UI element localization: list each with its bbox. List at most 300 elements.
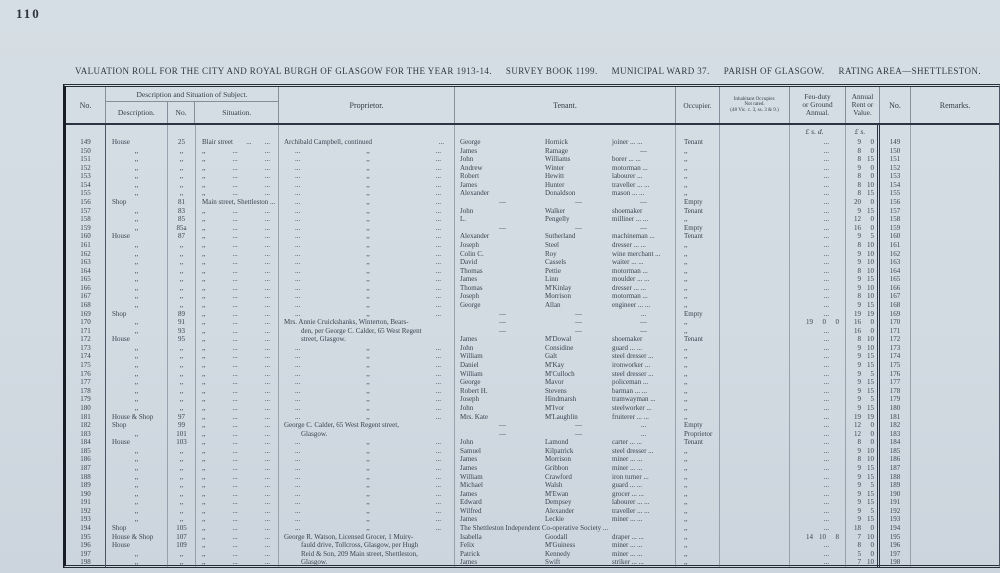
situation-text: ... (232, 421, 238, 430)
tenant-first-name: Alexander (460, 189, 490, 198)
situation-text: ,, (202, 343, 206, 352)
occupier-cell: ,, (676, 189, 720, 198)
situation-text: ... (264, 481, 270, 490)
street-number-cell: ,, (168, 395, 196, 404)
remarks-cell (911, 550, 997, 559)
rent-value: 15 (867, 498, 874, 507)
row-number: 167 (66, 292, 106, 301)
proprietor-text: Mrs. Annie Cruickshanks, Winterton, Bears- (284, 318, 409, 327)
situation-text: ... (264, 549, 270, 558)
situation-text: ,, (202, 455, 206, 464)
row-number-right: 168 (880, 301, 911, 310)
situation-text: ,, (202, 292, 206, 301)
tenant-cell (455, 155, 676, 164)
situation-cell (196, 421, 279, 430)
situation-text: ... (232, 489, 238, 498)
situation-cell (196, 550, 279, 559)
proprietor-text: ,, (366, 455, 370, 464)
column-group-description-situation (106, 87, 279, 123)
situation-cell (196, 284, 279, 293)
description-cell: ,, (106, 275, 168, 284)
proprietor-cell (279, 147, 455, 156)
rent-value: 8 (857, 292, 861, 301)
tenant-cell (455, 267, 676, 276)
situation-text: ... (232, 172, 238, 181)
remarks-cell (911, 447, 997, 456)
row-number-right: 167 (880, 292, 911, 301)
proprietor-text: ... (295, 386, 301, 395)
tenant-occupation: joiner ... ... (612, 138, 643, 146)
rent-value: 8 (857, 180, 861, 189)
occupier-cell: Tenant (676, 335, 720, 344)
proprietor-text: ... (295, 403, 301, 412)
inhabitant-occupier-cell (720, 352, 790, 361)
title-segment: VALUATION ROLL FOR THE CITY AND ROYAL BURGH OF GLASGOW FOR THE YEAR 1913-14. (75, 66, 492, 76)
inhabitant-occupier-cell (720, 318, 790, 327)
tenant-surname: Mavor (545, 378, 564, 387)
proprietor-text: ... (295, 361, 301, 370)
rent-value: 9 (857, 249, 861, 258)
table-row (66, 421, 999, 430)
proprietor-cell (279, 464, 455, 473)
street-number-cell: 93 (168, 327, 196, 336)
description-cell: ,, (106, 318, 168, 327)
proprietor-text: ,, (366, 506, 370, 515)
street-number-cell: ,, (168, 490, 196, 499)
description-cell: Shop (106, 198, 168, 207)
proprietor-text: ,, (366, 438, 370, 447)
proprietor-text: ,, (366, 352, 370, 361)
situation-cell (196, 344, 279, 353)
inhabitant-occupier-cell (720, 224, 790, 233)
description-cell: ,, (106, 550, 168, 559)
tenant-surname: Allan (545, 300, 561, 309)
rent-value: 9 (857, 378, 861, 387)
feu-duty-value: ... (823, 361, 829, 370)
description-cell: House (106, 541, 168, 550)
table-row (66, 224, 999, 233)
situation-text: ... (264, 155, 270, 164)
tenant-first-name: James (460, 558, 478, 567)
rent-value: 9 (857, 472, 861, 481)
proprietor-text: ... (435, 275, 441, 284)
tenant-surname: Morrison (545, 455, 572, 464)
row-number-right: 195 (880, 533, 911, 542)
proprietor-text: ,, (366, 481, 370, 490)
proprietor-text: street, Glasgow. (301, 335, 346, 344)
row-number-right: 177 (880, 378, 911, 387)
tenant-occupation: labourer ... ... (612, 498, 650, 507)
tenant-cell (455, 292, 676, 301)
rent-value: 0 (870, 318, 874, 327)
inhabitant-occupier-cell (720, 147, 790, 156)
situation-text: ,, (202, 180, 206, 189)
table-row (66, 284, 999, 293)
rent-value: 8 (857, 541, 861, 550)
situation-text: ... (232, 318, 238, 327)
occupier-cell: ,, (676, 507, 720, 516)
rent-cell (846, 327, 880, 336)
proprietor-text: ,, (366, 524, 370, 533)
proprietor-text: ... (435, 146, 441, 155)
money-units-row (66, 125, 999, 138)
tenant-cell (455, 344, 676, 353)
description-cell: House (106, 335, 168, 344)
proprietor-text: ,, (366, 378, 370, 387)
tenant-first-name: Robert H. (460, 386, 488, 395)
tenant-first-name: Joseph (460, 395, 480, 404)
rent-value: 8 (857, 240, 861, 249)
remarks-cell (911, 490, 997, 499)
rent-value: 0 (870, 429, 874, 438)
table-row (66, 515, 999, 524)
situation-text: ... (264, 369, 270, 378)
feu-duty-cell (790, 352, 846, 361)
situation-text: ... (232, 240, 238, 249)
feu-duty-cell (790, 507, 846, 516)
tenant-surname: — (575, 198, 582, 207)
table-row (66, 352, 999, 361)
rent-value: 15 (867, 515, 874, 524)
rent-value: 16 (854, 326, 861, 335)
remarks-cell (911, 258, 997, 267)
proprietor-text: ,, (366, 223, 370, 232)
situation-text: ... (264, 515, 270, 524)
situation-cell (196, 232, 279, 241)
feu-duty-cell (790, 335, 846, 344)
street-number-cell: 85a (168, 224, 196, 233)
description-cell: ,, (106, 181, 168, 190)
proprietor-text: ,, (366, 240, 370, 249)
situation-text: ... (232, 258, 238, 267)
table-row (66, 550, 999, 559)
remarks-cell (911, 524, 997, 533)
tenant-first-name: David (460, 258, 478, 267)
tenant-occupation: mason ... ... (612, 189, 645, 198)
feu-duty-cell (790, 404, 846, 413)
remarks-cell (911, 335, 997, 344)
inhabitant-occupier-cell (720, 490, 790, 499)
situation-text: ,, (202, 215, 206, 224)
proprietor-cell (279, 275, 455, 284)
inhabitant-occupier-cell (720, 447, 790, 456)
tenant-cell (455, 524, 676, 533)
rent-cell (846, 198, 880, 207)
spacer-cell (676, 125, 720, 138)
situation-text: ... (232, 549, 238, 558)
situation-cell (196, 215, 279, 224)
table-row (66, 275, 999, 284)
rent-value: 9 (857, 506, 861, 515)
tenant-cell (455, 395, 676, 404)
occupier-cell: ,, (676, 515, 720, 524)
street-number-cell: 87 (168, 232, 196, 241)
tenant-surname: Dempsey (545, 498, 572, 507)
row-number: 179 (66, 395, 106, 404)
rent-value: 10 (867, 455, 874, 464)
row-number-right: 154 (880, 181, 911, 190)
tenant-surname: — (575, 326, 582, 335)
table-row (66, 541, 999, 550)
row-number-right: 150 (880, 147, 911, 156)
tenant-surname: M'Ewan (545, 489, 569, 498)
column-header-remarks: Remarks. (939, 100, 971, 110)
rent-cell (846, 498, 880, 507)
proprietor-text: ... (295, 155, 301, 164)
table-row (66, 378, 999, 387)
situation-text: ... (264, 240, 270, 249)
remarks-cell (911, 138, 997, 147)
tenant-cell (455, 404, 676, 413)
description-cell: ,, (106, 473, 168, 482)
tenant-first-name: Isabella (460, 532, 482, 541)
column-header-no: No. (66, 87, 106, 123)
rent-cell (846, 533, 880, 542)
rent-value: 10 (867, 335, 874, 344)
feu-duty-value: ... (823, 481, 829, 490)
tenant-occupation: dresser ... ... (612, 283, 646, 292)
remarks-cell (911, 361, 997, 370)
situation-text: ... (264, 541, 270, 550)
proprietor-text: ... (435, 472, 441, 481)
proprietor-text: fauld drive, Tollcross, Glasgow, per Hugh (301, 541, 419, 550)
tenant-occupation: barman ... ... (612, 386, 647, 395)
description-cell: House & Shop (106, 533, 168, 542)
feu-duty-cell (790, 164, 846, 173)
feu-duty-cell (790, 224, 846, 233)
row-number-right: 194 (880, 524, 911, 533)
tenant-cell (455, 241, 676, 250)
situation-text: ,, (202, 206, 206, 215)
occupier-cell: ,, (676, 395, 720, 404)
situation-cell (196, 455, 279, 464)
situation-text: ,, (202, 541, 206, 550)
row-number-right: 174 (880, 352, 911, 361)
rent-cell (846, 447, 880, 456)
feu-duty-value: ... (823, 180, 829, 189)
situation-cell (196, 258, 279, 267)
situation-text: ... (264, 249, 270, 258)
feu-duty-cell (790, 284, 846, 293)
proprietor-text: ... (435, 215, 441, 224)
rent-value: 9 (857, 206, 861, 215)
feu-duty-value: ... (823, 386, 829, 395)
page-title (60, 66, 996, 76)
table-row (66, 533, 999, 542)
feu-duty-value: ... (823, 335, 829, 344)
spacer-cell (880, 125, 911, 138)
street-number-cell: ,, (168, 550, 196, 559)
proprietor-text: Reid & Son, 209 Main street, Shettleston, (301, 549, 418, 558)
situation-cell (196, 430, 279, 439)
situation-text: ... (264, 361, 270, 370)
tenant-cell (455, 275, 676, 284)
proprietor-text: ... (295, 249, 301, 258)
proprietor-cell (279, 413, 455, 422)
proprietor-text: ... (295, 412, 301, 421)
description-cell: ,, (106, 507, 168, 516)
row-number-right: 197 (880, 550, 911, 559)
row-number-right: 176 (880, 370, 911, 379)
rent-cell (846, 301, 880, 310)
tenant-occupation: policeman ... (612, 378, 649, 387)
tenant-first-name: Felix (460, 541, 475, 550)
situation-text: ... (232, 498, 238, 507)
row-number-right: 188 (880, 473, 911, 482)
row-number: 185 (66, 447, 106, 456)
table-row (66, 558, 999, 567)
table-row (66, 292, 999, 301)
remarks-cell (911, 352, 997, 361)
tenant-occupation: shoemaker (612, 335, 643, 344)
occupier-cell: ,, (676, 267, 720, 276)
description-cell: ,, (106, 378, 168, 387)
feu-duty-value: ... (823, 258, 829, 267)
remarks-cell (911, 215, 997, 224)
rent-value: 9 (857, 403, 861, 412)
occupier-cell: ,, (676, 301, 720, 310)
row-number: 193 (66, 515, 106, 524)
row-number-right: 193 (880, 515, 911, 524)
column-header-proprietor: Proprietor. (279, 87, 455, 123)
inhabitant-occupier-cell (720, 370, 790, 379)
inhabitant-occupier-cell (720, 361, 790, 370)
proprietor-text: ,, (366, 361, 370, 370)
row-number: 175 (66, 361, 106, 370)
situation-text: ,, (202, 146, 206, 155)
rent-value: 5 (870, 506, 874, 515)
situation-text: ... (232, 266, 238, 275)
column-header-annual-rent (846, 87, 880, 123)
row-number: 182 (66, 421, 106, 430)
tenant-surname: Donaldson (545, 189, 576, 198)
proprietor-text: ,, (366, 489, 370, 498)
situation-cell (196, 404, 279, 413)
row-number: 188 (66, 473, 106, 482)
tenant-first-name: — (499, 326, 506, 335)
proprietor-text: ... (295, 438, 301, 447)
situation-cell (196, 189, 279, 198)
proprietor-text: ... (435, 258, 441, 267)
tenant-occupation: shoemaker (612, 206, 643, 215)
proprietor-text: ... (295, 172, 301, 181)
tenant-first-name: James (460, 455, 478, 464)
valuation-roll-table (63, 84, 1000, 568)
tenant-surname: Kennedy (545, 549, 571, 558)
proprietor-cell (279, 138, 455, 147)
proprietor-text: ... (295, 180, 301, 189)
tenant-occupation: — (640, 223, 647, 232)
proprietor-text: ,, (366, 498, 370, 507)
description-cell: ,, (106, 224, 168, 233)
feu-duty-value: ... (823, 223, 829, 232)
street-number-cell: ,, (168, 241, 196, 250)
feu-duty-value: 10 (819, 532, 826, 541)
row-number-right: 158 (880, 215, 911, 224)
proprietor-text: Glasgow. (301, 429, 328, 438)
tenant-surname: M'Culloch (545, 369, 575, 378)
tenant-surname: Gribbon (545, 463, 569, 472)
tenant-first-name: L. (460, 215, 467, 224)
situation-text: ... (264, 421, 270, 430)
tenant-occupation: engineer ... ... (612, 300, 651, 309)
row-number: 181 (66, 413, 106, 422)
street-number-cell: ,, (168, 301, 196, 310)
occupier-cell: ,, (676, 327, 720, 336)
rent-value: 15 (867, 386, 874, 395)
inhabitant-occupier-cell (720, 421, 790, 430)
occupier-cell: ,, (676, 241, 720, 250)
rent-value: 18 (854, 524, 861, 533)
situation-text: ... (232, 369, 238, 378)
rent-value: 19 (867, 412, 874, 421)
column-header-tenant: Tenant. (455, 87, 676, 123)
occupier-cell: ,, (676, 284, 720, 293)
proprietor-cell (279, 352, 455, 361)
rent-value: 5 (857, 549, 861, 558)
rent-value: 8 (857, 335, 861, 344)
tenant-cell (455, 550, 676, 559)
occupier-cell: ,, (676, 292, 720, 301)
occupier-cell: ,, (676, 344, 720, 353)
proprietor-text: ,, (366, 180, 370, 189)
row-number: 169 (66, 310, 106, 319)
street-number-cell: 85 (168, 215, 196, 224)
situation-cell (196, 498, 279, 507)
proprietor-text: ... (435, 343, 441, 352)
proprietor-text: ,, (366, 258, 370, 267)
inhabitant-occupier-cell (720, 215, 790, 224)
row-number-right: 151 (880, 155, 911, 164)
situation-text: ... (232, 412, 238, 421)
table-row (66, 198, 999, 207)
situation-text: ,, (202, 352, 206, 361)
occupier-cell: ,, (676, 524, 720, 533)
description-cell: ,, (106, 250, 168, 259)
occupier-cell: ,, (676, 250, 720, 259)
tenant-first-name: Samuel (460, 446, 481, 455)
situation-text: ,, (202, 558, 206, 567)
proprietor-text: ,, (366, 369, 370, 378)
tenant-occupation: traveller ... ... (612, 506, 650, 515)
row-number-right: 185 (880, 447, 911, 456)
situation-cell (196, 533, 279, 542)
situation-text: ,, (202, 421, 206, 430)
row-number-right: 166 (880, 284, 911, 293)
feu-duty-cell (790, 198, 846, 207)
remarks-cell (911, 318, 997, 327)
street-number-cell: ,, (168, 558, 196, 567)
rent-cell (846, 181, 880, 190)
tenant-first-name: George (460, 378, 481, 387)
rent-value: 10 (867, 180, 874, 189)
proprietor-text: George C. Calder, 65 West Regent street, (284, 421, 399, 430)
proprietor-text: ... (435, 481, 441, 490)
occupier-cell: Tenant (676, 138, 720, 147)
tenant-first-name: John (460, 343, 474, 352)
rent-value: 9 (857, 481, 861, 490)
tenant-surname: Hewitt (545, 172, 565, 181)
tenant-occupation: carter ... ... (612, 438, 642, 447)
feu-duty-cell (790, 172, 846, 181)
description-cell: ,, (106, 207, 168, 216)
inhabitant-occupier-cell (720, 164, 790, 173)
tenant-cell (455, 207, 676, 216)
spacer-cell (196, 125, 279, 138)
situation-text: ... (264, 352, 270, 361)
rent-value: 8 (857, 155, 861, 164)
inhabitant-header-line: Inhabitant Occupier. (733, 95, 776, 102)
